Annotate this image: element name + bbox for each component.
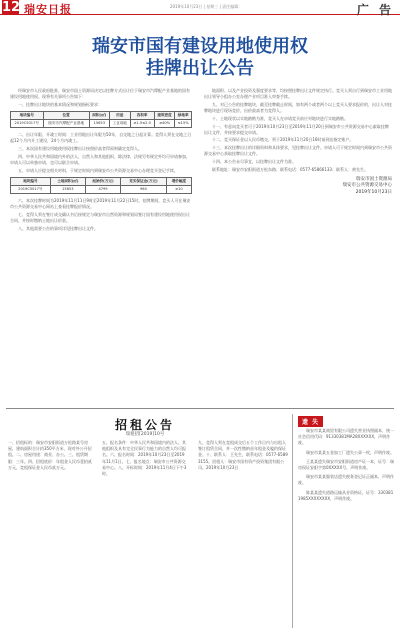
table-header-cell: 绿地率 <box>175 112 192 120</box>
rental-notice-number: 瑞租招[2019]10号 <box>125 432 165 437</box>
contact-info: 联系地址：瑞安市安阳街道万松东路；联系电话：0577-65866133；联系人：黄先生。 <box>212 166 368 172</box>
divider <box>292 414 293 628</box>
paragraph: 九、竞得人须在竞租成交后五个工作日内与出租人签订租赁合同，并一次性缴纳首年租金及履约保证金。十、联系人：王先生，联系电话：0577-65893155。招租人：瑞安市国有资产投资集团有限公司。2019年10月23日 <box>198 440 288 470</box>
signature-issuer: 瑞安市国土资源局 <box>356 176 392 182</box>
divider <box>6 408 394 409</box>
signature-date: 2019年10月23日 <box>355 189 392 195</box>
signature-issuer: 瑞安市公共资源交易中心 <box>342 183 392 189</box>
title-line-2: 挂牌出让公告 <box>146 58 254 79</box>
page-number: 12 <box>2 0 21 15</box>
land-parcel-table <box>10 111 192 128</box>
table-header-cell: 建筑密度 <box>154 112 175 120</box>
rental-notice-title: 招租公告 <box>114 418 175 432</box>
paragraph: 十二、竞买保证金以人民币缴交，须于2019年11月20日16时前到达指定账户。 <box>212 137 354 143</box>
issue-meta: 2019年10月23日 | 星期三 | 责任编辑： <box>170 4 243 9</box>
table-header-cell: 起始价(万元) <box>85 177 120 185</box>
table-cell: 瑞安市汽摩配产业基地 <box>43 120 89 128</box>
paragraph: 十、土地现状以实地踏勘为准，竞买人在申请竞买前应对地块进行实地踏勘。 <box>212 115 348 121</box>
table-header-cell: 面积(㎡) <box>89 112 109 120</box>
table-header-cell: 土地面积(㎡) <box>50 177 85 185</box>
page-title <box>0 36 400 80</box>
table-header-cell: 地块编号 <box>11 177 51 185</box>
table-row <box>11 185 192 193</box>
paragraph: 十四、本公告未尽事宜，以挂牌出让文件为准。 <box>212 159 296 165</box>
table-cell: 2019C5017号 <box>11 185 51 193</box>
table-cell: ≤15% <box>175 120 192 128</box>
right-column <box>204 88 392 196</box>
table-cell: 2019C5017号 <box>11 120 44 128</box>
paragraph: 六、本次挂牌时间为2019年11月11日9时至2019年11月22日15时。挂牌期间，竞买人可在瑞安市公共资源交易中心网站上查看挂牌报价情况。 <box>10 197 191 210</box>
paragraph: 十三、本次挂牌出让的详细资料和具体要求，见挂牌出让文件。申请人可于规定时间内到瑞安市公共资源交易中心获取挂牌出让文件。 <box>204 145 392 157</box>
paragraph: 二、出让年限、开竣工时间：工业用地出让年限为50年，自交地之日起计算。竞得人须在交地之日起12个月内开工建设，24个月内竣工。 <box>10 132 192 144</box>
price-table <box>10 177 192 194</box>
rental-notice-column <box>8 440 94 473</box>
lost-notice-list <box>298 428 394 505</box>
left-column <box>10 88 192 233</box>
list-item: 王某某遗失瑞安市安阳街道房产证一本，证号：瑞房权证安阳字第0XXXXX号，声明作废。 <box>298 458 394 471</box>
table-header-cell: 地块编号 <box>11 112 44 120</box>
intro-paragraph: 经瑞安市人民政府批准，瑞安市国土资源局决定以挂牌方式出让位于瑞安市汽摩配产业基地的国有建设用地使用权。现将有关事项公告如下： <box>10 88 190 100</box>
paragraph: 五、申请人应提交相关材料，于规定时间内到瑞安市公共资源交易中心办理竞买登记手续。 <box>18 167 178 173</box>
paragraph: 八、其他需要公告的事项详见挂牌出让文件。 <box>18 225 98 231</box>
table-cell: 4799 <box>85 185 120 193</box>
table-cell: ≥1.5≤2.0 <box>130 120 154 128</box>
rental-notice-column <box>198 440 288 473</box>
paragraph: 五、报名条件：中华人民共和国境内的法人、其他组织及具有完全民事行为能力的自然人均可报名。六、报名时间：2019年10月23日至2019年11月1日。七、报名地点：瑞安市公共资源交易中心。八、开标时间：2019年11月4日下午3时。 <box>102 440 187 477</box>
newspaper-logo: 瑞安日报 <box>24 3 72 16</box>
lost-notice-tag: 遗 失 <box>298 416 323 427</box>
table-header-cell: 竞买保证金(万元) <box>121 177 167 185</box>
masthead <box>0 0 400 15</box>
table-row <box>11 120 192 128</box>
rental-notice-column <box>102 440 188 479</box>
paragraph: 四、中华人民共和国境内外的法人、自然人和其他组织，除法律、法规另有规定外均可申请参加，申请人可以单独申请，也可以联合申请。 <box>10 153 190 165</box>
table-header-cell: 增价幅度 <box>166 177 191 185</box>
table-cell: 960 <box>121 185 167 193</box>
signature-block <box>204 177 392 197</box>
paragraph: 十一、有意向竞买者可于2019年10月23日至2019年11月20日到瑞安市公共资源交易中心索取挂牌出让文件，并按要求提交申请。 <box>204 123 389 135</box>
table-cell: 15653 <box>50 185 85 193</box>
list-item: 瑞安市某某五金加工厂遗失公章一枚，声明作废。 <box>306 449 394 455</box>
paragraph: 七、竞得人须在签订成交确认书后按规定与瑞安市自然资源和规划局签订国有建设用地使用权出让合同，并按时缴纳土地出让价款。 <box>10 211 190 223</box>
list-item: 瑞安市某某服装店遗失税务登记证正副本，声明作废。 <box>298 474 394 486</box>
table-cell: ≥40% <box>154 120 175 128</box>
table-header-cell: 容积率 <box>130 112 154 120</box>
paragraph: 三、本次国有建设用地使用权挂牌出让按照价高者得原则确定竞得人。 <box>18 146 142 152</box>
paragraph: 地面积、以及产业投资及强度要求等，均按照挂牌出让文件规定执行。竞买人须自行到瑞安市工业用地出让领导小组办公室办理产业项目准入审查手续。 <box>204 88 392 100</box>
list-item: 陈某某遗失道路运输从业资格证，证号：3303811985XXXXXXXX，声明作废。 <box>298 489 394 501</box>
table-cell: ≥10 <box>166 185 191 193</box>
table-header-cell: 位置 <box>43 112 89 120</box>
table-header-cell: 用途 <box>109 112 130 120</box>
title-line-1: 瑞安市国有建设用地使用权 <box>92 36 308 57</box>
paragraph: 九、对已公告的挂牌地块，截至挂牌截止时间，如有两个或者两个以上竞买人要求报价的，出让人对挂牌地块进行现场竞价，出价最高者为竞得人。 <box>204 101 392 114</box>
list-item: 瑞安市某某商贸有限公司遗失营业执照副本，统一社会信用代码：91330381MA28XXXXXX，声明作废。 <box>298 428 394 446</box>
table-cell: 工业用地 <box>109 120 130 128</box>
paragraph: 一、招租标的：瑞安市安阳街道万松路某号房屋，建筑面积合计约350平方米，现对外公开招租。二、房屋用途：商业、办公。三、租赁期限：三年。四、招租底价：年租金人民币壹拾贰万元，竞租保证金人民币贰万元。 <box>8 440 92 470</box>
section-label: 广 告 <box>356 3 394 17</box>
table-cell: 15653 <box>89 120 109 128</box>
section-heading: 一、挂牌出让地块的基本情况和规划指标要求： <box>18 101 102 107</box>
